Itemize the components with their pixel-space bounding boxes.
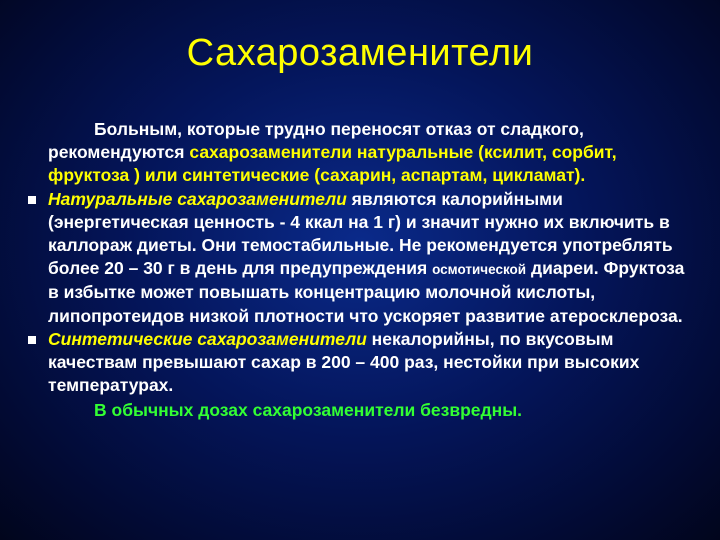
natural-sweeteners-text-2: диареи. Фруктоза в избытке может повышать концентрацию молочной кислоты, липопротеидов низкой плотности что ускоряет развитие атеросклероза. xyxy=(48,258,685,326)
synthetic-sweeteners-text: некалорийны, по вкусовым качествам превышают сахар в 200 – 400 раз, нестойки при высоких температурах. xyxy=(48,328,640,396)
intro-text: Больным, которые трудно переносят отказ от сладкого, рекомендуются xyxy=(48,119,584,163)
closing-line: В обычных дозах сахарозаменители безвредны. xyxy=(94,400,523,421)
square-bullet-icon xyxy=(28,336,36,344)
natural-sweeteners-text: являются калорийными (энергетическая ценность - 4 ккал на 1 г) и значит нужно их включить в каллораж диеты. Они темостабильные. Не рекомендуется употреблять более 20 – 30 г в день для предупреждения xyxy=(48,188,673,279)
slide-content xyxy=(28,118,698,423)
natural-sweeteners-term: Натуральные сахарозаменители xyxy=(48,188,347,209)
square-bullet-icon xyxy=(28,196,36,204)
synthetic-sweeteners-term: Синтетические сахарозаменители xyxy=(48,328,367,349)
bullet-item-synthetic xyxy=(28,328,698,398)
intro-paragraph xyxy=(28,118,698,188)
slide-title: Сахарозаменители xyxy=(186,32,534,74)
bullet-item-natural xyxy=(28,188,698,328)
intro-highlight: сахарозаменители натуральные (ксилит, сорбит, фруктоза ) или синтетические (сахарин, аспартам, цикламат). xyxy=(48,142,617,186)
osmotic-word: осмотической xyxy=(432,262,527,278)
